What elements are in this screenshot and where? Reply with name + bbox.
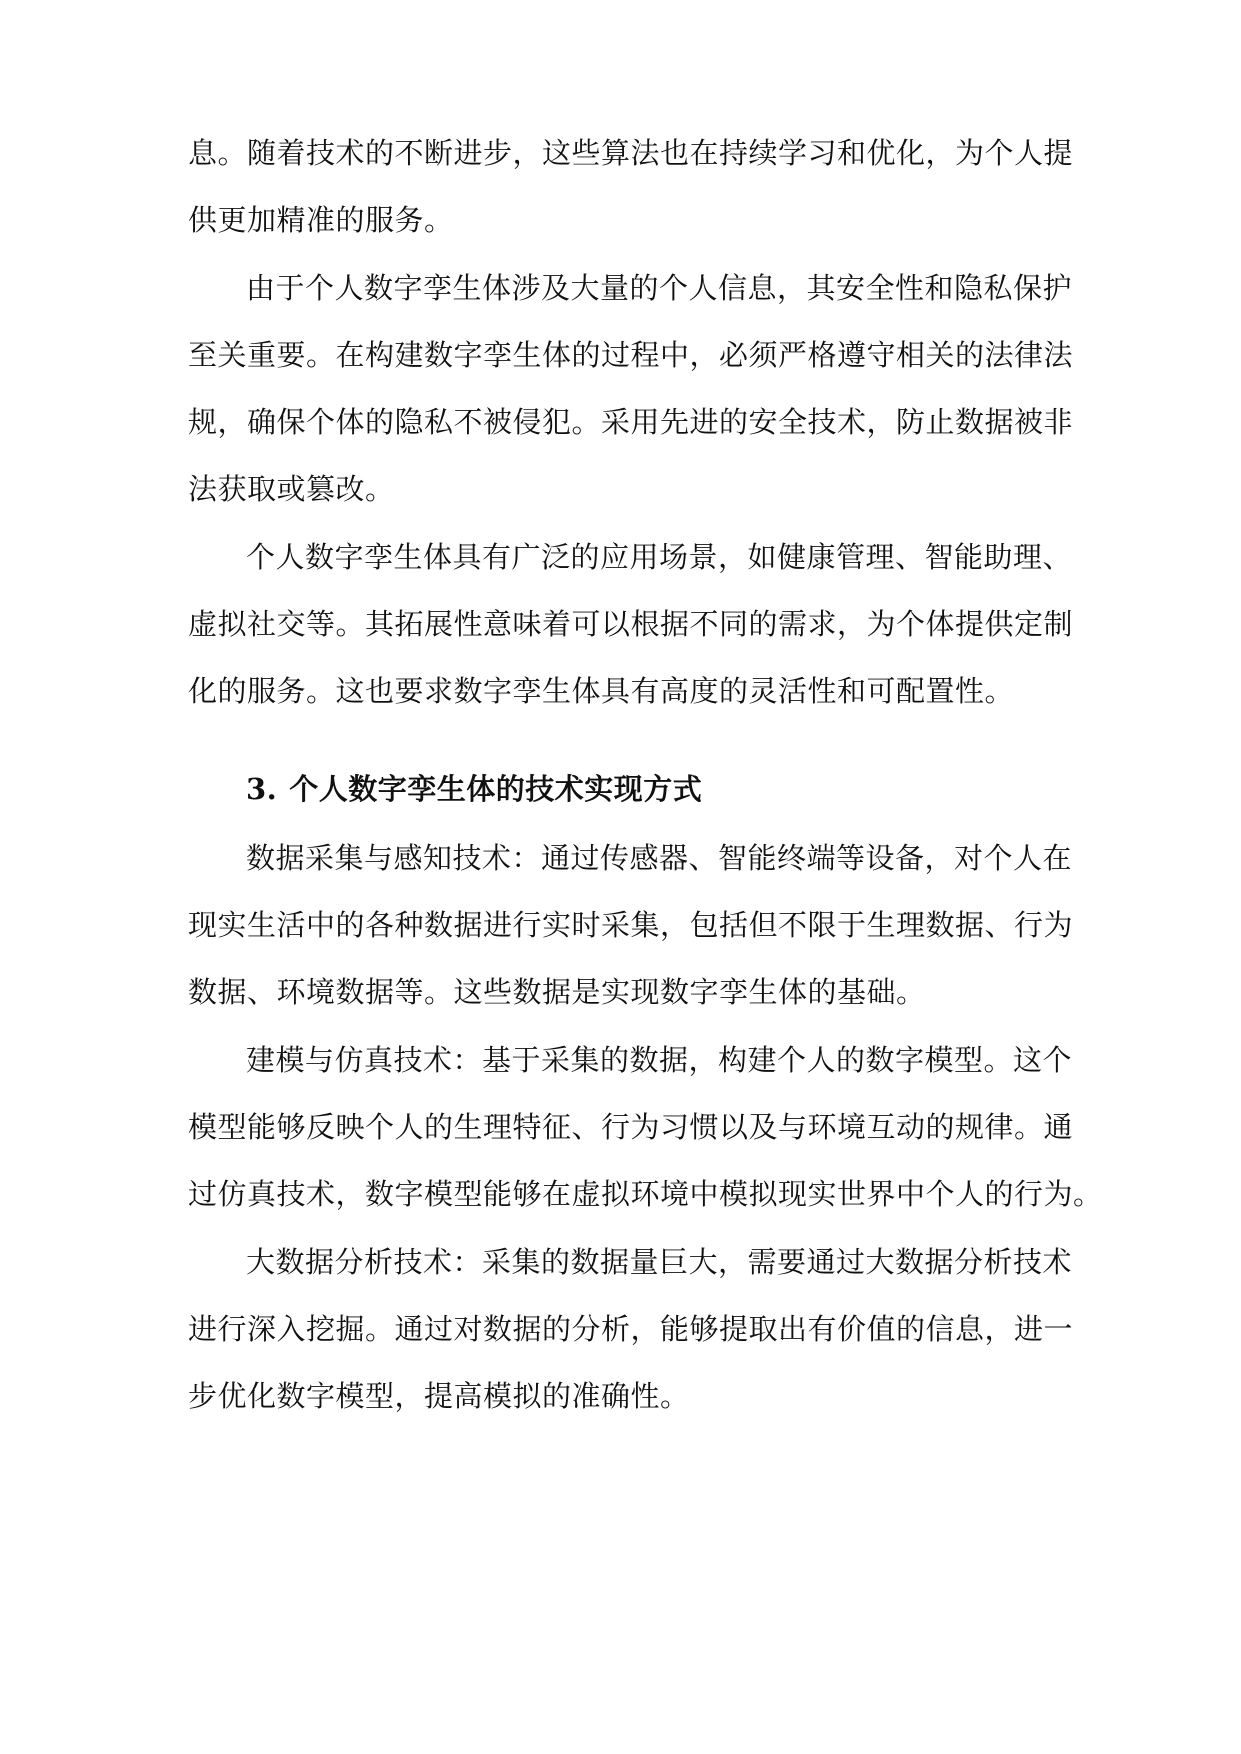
body-text-line: 供更加精准的服务。 <box>188 203 454 237</box>
body-text-line: 数据、环境数据等。这些数据是实现数字孪生体的基础。 <box>188 975 926 1009</box>
section-number: 3. <box>246 772 278 806</box>
body-text-line: 由于个人数字孪生体涉及大量的个人信息，其安全性和隐私保护 <box>246 271 1073 305</box>
body-text-line: 建模与仿真技术：基于采集的数据，构建个人的数字模型。这个 <box>246 1043 1073 1077</box>
section-title: 个人数字孪生体的技术实现方式 <box>289 772 703 806</box>
body-text-line: 大数据分析技术：采集的数据量巨大，需要通过大数据分析技术 <box>246 1245 1073 1279</box>
section-heading <box>246 769 1046 809</box>
body-text-line: 步优化数字模型，提高模拟的准确性。 <box>188 1379 690 1413</box>
body-text-line: 现实生活中的各种数据进行实时采集，包括但不限于生理数据、行为 <box>188 908 1074 942</box>
body-text-line: 个人数字孪生体具有广泛的应用场景，如健康管理、智能助理、 <box>246 540 1073 574</box>
body-text-line: 至关重要。在构建数字孪生体的过程中，必须严格遵守相关的法律法 <box>188 338 1074 372</box>
body-text-line: 数据采集与感知技术：通过传感器、智能终端等设备，对个人在 <box>246 841 1073 875</box>
body-text-line: 模型能够反映个人的生理特征、行为习惯以及与环境互动的规律。通 <box>188 1110 1074 1144</box>
body-text-line: 法获取或篡改。 <box>188 472 395 506</box>
body-text-line: 过仿真技术，数字模型能够在虚拟环境中模拟现实世界中个人的行为。 <box>188 1177 1103 1211</box>
body-text-line: 规，确保个体的隐私不被侵犯。采用先进的安全技术，防止数据被非 <box>188 405 1074 439</box>
body-text-line: 息。随着技术的不断进步，这些算法也在持续学习和优化，为个人提 <box>188 136 1074 170</box>
body-text-line: 进行深入挖掘。通过对数据的分析，能够提取出有价值的信息，进一 <box>188 1312 1074 1346</box>
body-text-line: 虚拟社交等。其拓展性意味着可以根据不同的需求，为个体提供定制 <box>188 607 1074 641</box>
body-text-line: 化的服务。这也要求数字孪生体具有高度的灵活性和可配置性。 <box>188 674 1015 708</box>
